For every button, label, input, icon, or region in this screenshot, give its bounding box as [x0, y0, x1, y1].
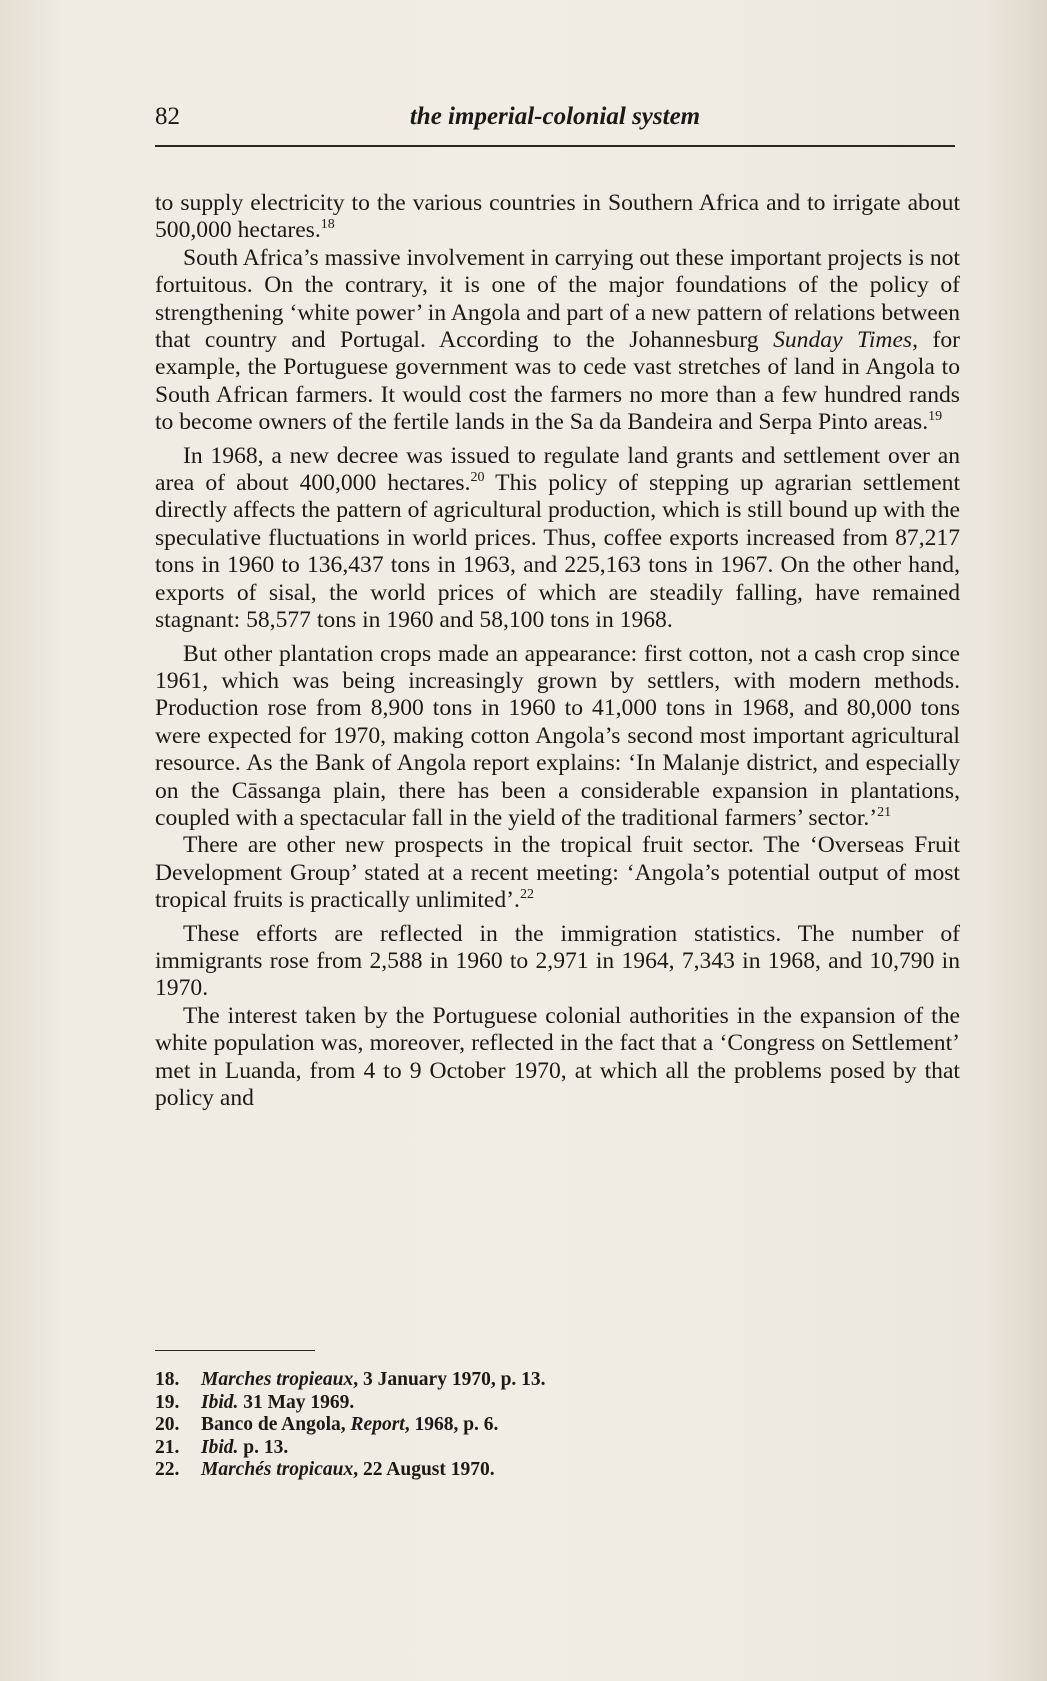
- page-header: [155, 103, 955, 137]
- paragraph-2: South Africa’s massive involvement in carrying out these important projects is not fortuitous. On the contrary, it is one of the major foundations of the policy of strengthening ‘white power’ in Angola and part of a new pattern of relations between that country and Portugal. According to the Johannesburg Sunday Times, for example, the Portuguese government was to cede vast stretches of land in Angola to South African farmers. It would cost the farmers no more than a few hundred rands to become owners of the fertile lands in the Sa da Bandeira and Serpa Pinto areas.$^{19}$: [155, 244, 960, 436]
- running-title: the imperial-colonial system: [409, 103, 701, 130]
- newspaper-title: Sunday Times: [773, 327, 913, 354]
- footnote-18: 18. Marches tropieaux, 3 January 1970, p. 13.: [155, 1369, 546, 1390]
- footnote-ref-20: 20: [470, 470, 485, 486]
- header-rule: [155, 145, 955, 147]
- body-text: [155, 190, 960, 1112]
- paragraph-7: The interest taken by the Portuguese colonial authorities in the expansion of the white population was, moreover, reflected in the fact that a ‘Congress on Settlement’ met in Luanda, from 4 to 9 October 1970, at which all the problems posed by that policy and: [155, 1002, 960, 1111]
- footnote-rule: [155, 1350, 315, 1351]
- footnote-22: 22. Marchés tropicaux, 22 August 1970.: [155, 1459, 495, 1481]
- paragraph-3: In 1968, a new decree was issued to regulate land grants and settlement over an area of about 400,000 hectares.$^{20}$ This policy of stepping up agrarian settlement directly affects the pattern of agricultural production, which is still bound up with the speculative fluctuations in world prices. Thus, coffee exports increased from 87,217 tons in 1960 to 136,437 tons in 1963, and 225,163 tons in 1967. On the other hand, exports of sisal, the world prices of which are steadily falling, have remained stagnant: 58,577 tons in 1960 and 58,100 tons in 1968.: [155, 442, 960, 634]
- footnote-ref-22: 22: [519, 887, 534, 903]
- footnote-19: 19. Ibid. 31 May 1969.: [155, 1391, 355, 1413]
- footnote-20: 20. Banco de Angola, Report, 1968, p. 6.: [155, 1414, 499, 1436]
- footnote-21: 21. Ibid. p. 13.: [155, 1436, 289, 1458]
- footnote-ref-18: 18: [320, 217, 335, 233]
- paragraph-5: There are other new prospects in the tropical fruit sector. The ‘Overseas Fruit Development Group’ stated at a recent meeting: ‘Angola’s potential output of most tropical fruits is practically unlimited’.$^{22}$: [155, 832, 960, 914]
- footnote-ref-21: 21: [877, 805, 892, 821]
- footnote-ref-19: 19: [928, 409, 943, 425]
- footnotes: [155, 1369, 955, 1482]
- paragraph-6: These efforts are reflected in the immigration statistics. The number of immigrants rose from 2,588 in 1960 to 2,971 in 1964, 7,343 in 1968, and 10,790 in 1970.: [155, 920, 960, 1002]
- paragraph-1: to supply electricity to the various countries in Southern Africa and to irrigate about 500,000 hectares.$^{18}$: [155, 190, 960, 244]
- page-number: 82: [155, 103, 180, 130]
- paragraph-4: But other plantation crops made an appearance: first cotton, not a cash crop since 1961, which was being increasingly grown by settlers, with modern methods. Production rose from 8,900 tons in 1960 to 41,000 tons in 1968, and 80,000 tons were expected for 1970, making cotton Angola’s second most important agricultural resource. As the Bank of Angola report explains: ‘In Malanje district, and especially on the Cāssanga plain, there has been a considerable expansion in plantations, coupled with a spectacular fall in the yield of the traditional farmers’ sector.’$^{21}$: [155, 640, 960, 831]
